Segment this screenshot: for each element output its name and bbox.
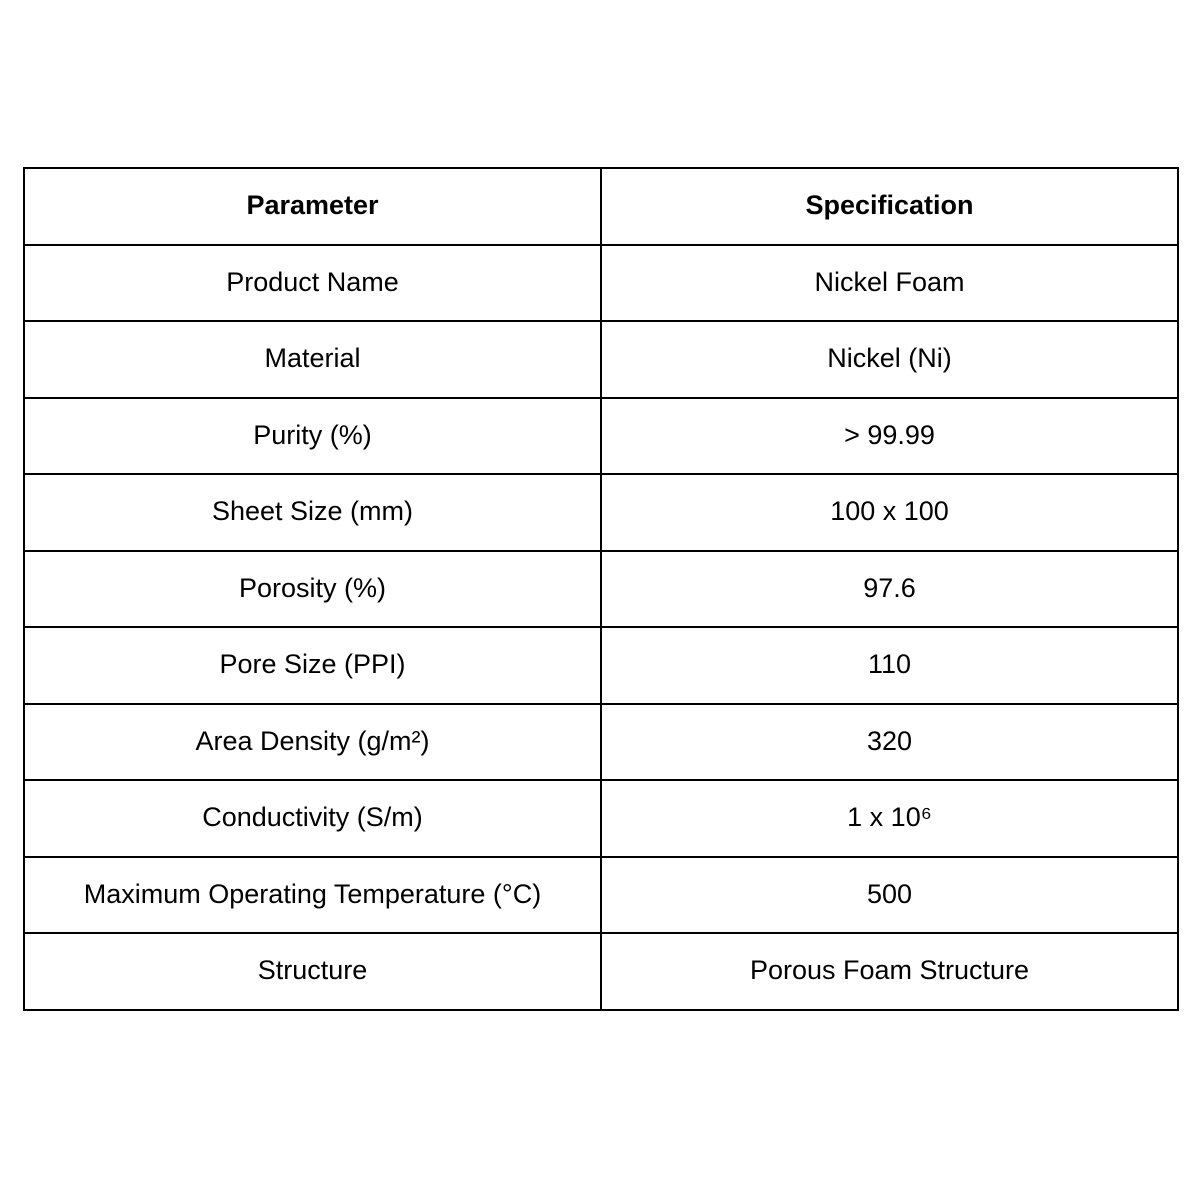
parameter-cell: Conductivity (S/m) [24, 780, 601, 857]
parameter-cell: Structure [24, 933, 601, 1010]
parameter-cell: Purity (%) [24, 398, 601, 475]
table-row [24, 704, 1178, 781]
table-row [24, 321, 1178, 398]
specification-table [23, 167, 1179, 1011]
header-parameter: Parameter [24, 168, 601, 245]
parameter-cell: Sheet Size (mm) [24, 474, 601, 551]
table-row [24, 245, 1178, 322]
table-row [24, 933, 1178, 1010]
parameter-cell: Maximum Operating Temperature (°C) [24, 857, 601, 934]
parameter-cell: Porosity (%) [24, 551, 601, 628]
specification-cell: 320 [601, 704, 1178, 781]
table-row [24, 857, 1178, 934]
table-row [24, 398, 1178, 475]
header-specification: Specification [601, 168, 1178, 245]
table-row [24, 627, 1178, 704]
specification-cell: 500 [601, 857, 1178, 934]
specification-cell: > 99.99 [601, 398, 1178, 475]
parameter-cell: Pore Size (PPI) [24, 627, 601, 704]
parameter-cell: Area Density (g/m²) [24, 704, 601, 781]
specification-cell: Nickel (Ni) [601, 321, 1178, 398]
specification-cell: 110 [601, 627, 1178, 704]
specification-cell: 97.6 [601, 551, 1178, 628]
table-header-row [24, 168, 1178, 245]
table-row [24, 551, 1178, 628]
parameter-cell: Product Name [24, 245, 601, 322]
specification-cell: Porous Foam Structure [601, 933, 1178, 1010]
specification-cell: 100 x 100 [601, 474, 1178, 551]
specification-cell: Nickel Foam [601, 245, 1178, 322]
parameter-cell: Material [24, 321, 601, 398]
specification-cell: 1 x 10⁶ [601, 780, 1178, 857]
table-row [24, 474, 1178, 551]
table-row [24, 780, 1178, 857]
